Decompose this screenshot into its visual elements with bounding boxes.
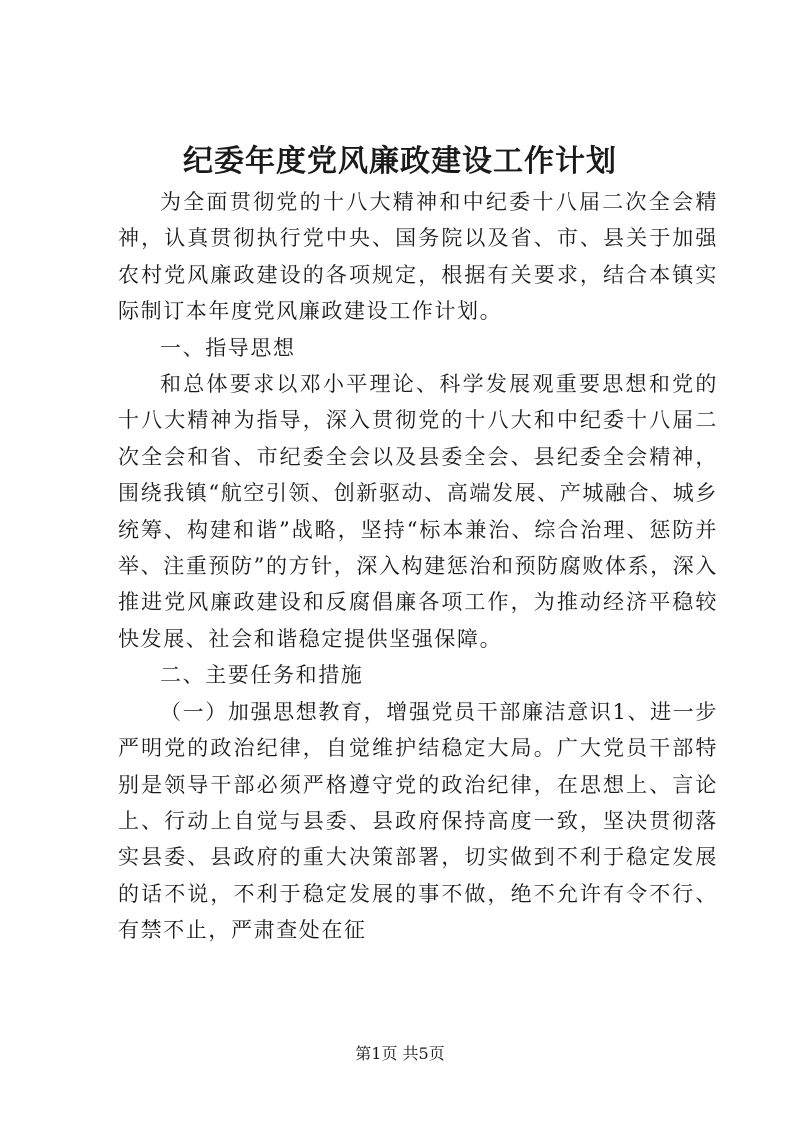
document-title: 纪委年度党风廉政建设工作计划 — [183, 144, 617, 179]
main-tasks-paragraph: （一）加强思想教育，增强党员干部廉洁意识1、进一步严明党的政治纪律，自觉维护结稳定大局。广大党员干部特别是领导干部必须严格遵守党的政治纪律，在思想上、言论上、行动上自觉与县委、县政府保持高度一致，坚决贯彻落实县委、县政府的重大决策部署，切实做到不利于稳定发展的话不说，不利于稳定发展的事不做，绝不允许有令不行、有禁不止，严肃查处在征 — [118, 699, 718, 943]
intro-paragraph: 为全面贯彻党的十八大精神和中纪委十八届二次全会精神，认真贯彻执行党中央、国务院以及省、市、县关于加强农村党风廉政建设的各项规定，根据有关要求，结合本镇实际制订本年度党风廉政建设工作计划。 — [118, 190, 718, 324]
section-heading-main-tasks: 二、主要任务和措施 — [160, 663, 364, 688]
page-number-label: 第1页 共5页 — [355, 1044, 445, 1063]
page-footer — [0, 1044, 800, 1064]
document-body — [118, 184, 718, 949]
section-heading-guiding-ideology: 一、指导思想 — [160, 335, 296, 360]
guiding-ideology-paragraph: 和总体要求以邓小平理论、科学发展观重要思想和党的十八大精神为指导，深入贯彻党的十八大和中纪委十八届二次全会和省、市纪委全会以及县委全会、县纪委全会精神，围绕我镇“航空引领、创新驱动、高端发展、产城融合、城乡统筹、构建和谐”战略，坚持“标本兼治、综合治理、惩防并举、注重预防”的方针，深入构建惩治和预防腐败体系，深入推进党风廉政建设和反腐倡廉各项工作，为推动经济平稳较快发展、社会和谐稳定提供坚强保障。 — [118, 372, 718, 651]
